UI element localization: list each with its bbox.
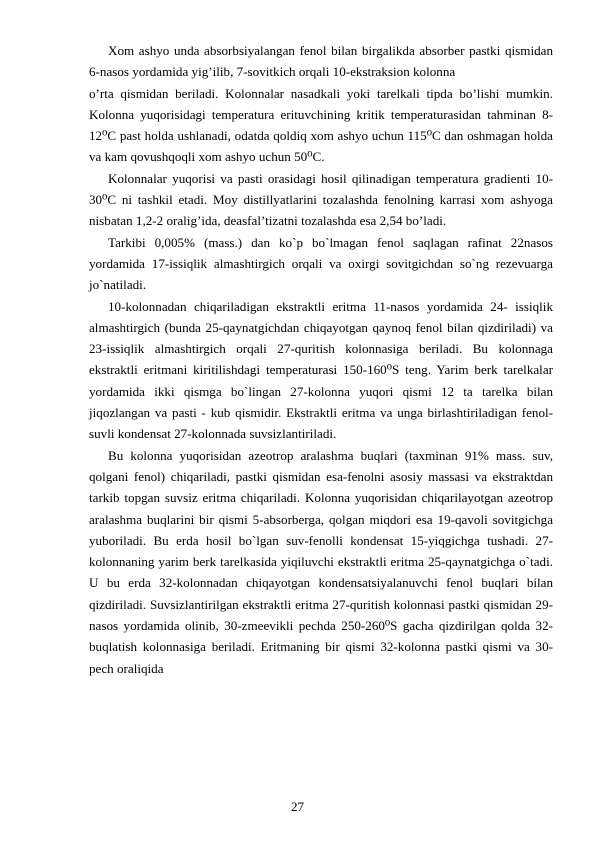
body-text — [89, 40, 553, 679]
paragraph-4: Tarkibi 0,005% (mass.) dan ko`p bo`lmagan fenol saqlagan rafinat 22nasos yordamida 17-issiqlik almashtirgich orqali va oxirgi sovitgichdan so`ng rezevuarga jo`natiladi. — [89, 234, 553, 293]
paragraph-6: Bu kolonna yuqorisidan azeotrop aralashma buqlari (taxminan 91% mass. suv, qolgani fenol) chiqariladi, pastki qismidan esa-fenolni asosiy massasi va ekstraktdan tarkib topgan suvsiz eritma chiqariladi. Kolonna yuqorisidan chiqarilayotgan azeotrop aralashma buqlarini bir qismi 5-absorberga, qolgan miqdori esa 19-qavoli sovitgichga yuboriladi. Bu erda hosil bo`lgan suv-fenolli kondensat 15-yiqgichga tushadi. 27-kolonnaning yarim berk tarelkasida yiqiluvchi ekstraktli eritma 25-qaynatgichga o`tadi. U bu erda 32-kolonnadan chiqayotgan kondensatsiyalanuvchi fenol buqlari bilan qizdiriladi. Suvsizlantirilgan ekstraktli eritma 27-quritish kolonnasi pastki qismidan 29-nasos yordamida olinib, 30-zmeevikli pechda 250-260⁰S gacha qizdirilgan qolda 32-buqlatish kolonnasiga beriladi. Eritmaning bir qismi 32-kolonna pastki qismi va 30-pech oraliqida — [89, 447, 553, 676]
paragraph-2: o’rta qismidan beriladi. Kolonnalar nasadkali yoki tarelkali tipda bo’lishi mumkin. Kolonna yuqorisidagi temperatura erituvchining kritik temperaturasidan tahminan 8-12⁰C past holda ushlanadi, odatda qoldiq xom ashyo uchun 115⁰C dan oshmagan holda va kam qovushqoqli xom ashyo uchun 50⁰C. — [89, 85, 553, 165]
paragraph-5: 10-kolonnadan chiqariladigan ekstraktli eritma 11-nasos yordamida 24- issiqlik almashtirgich (bunda 25-qaynatgichdan chiqayotgan qaynoq fenol bilan qizdiriladi) va 23-issiqlik almashtirgich orqali 27-quritish kolonnasiga beriladi. Bu kolonnaga ekstraktli eritmani kiritilishdagi temperaturasi 150-160⁰S teng. Yarim berk tarelkalar yordamida ikki qismga bo`lingan 27-kolonna yuqori qismi 12 ta tarelka bilan jiqozlangan va pasti - kub qismidir. Ekstraktli eritma va unga birlashtiriladigan fenol-suvli kondensat 27-kolonnada suvsizlantiriladi. — [89, 298, 553, 442]
page-number: 27 — [290, 799, 305, 814]
paragraph-3: Kolonnalar yuqorisi va pasti orasidagi hosil qilinadigan temperatura gradienti 10-30⁰C ni tashkil etadi. Moy distillyatlarini tozalashda fenolning karrasi xom ashyoga nisbatan 1,2-2 oralig’ida, deasfal’tizatni tozalashda esa 2,54 bo’ladi. — [89, 170, 553, 229]
paragraph-1: Xom ashyo unda absorbsiyalangan fenol bilan birgalikda absorber pastki qismidan 6-nasos yordamida yig’ilib, 7-sovitkich orqali 10-ekstraksion kolonna — [89, 43, 553, 80]
